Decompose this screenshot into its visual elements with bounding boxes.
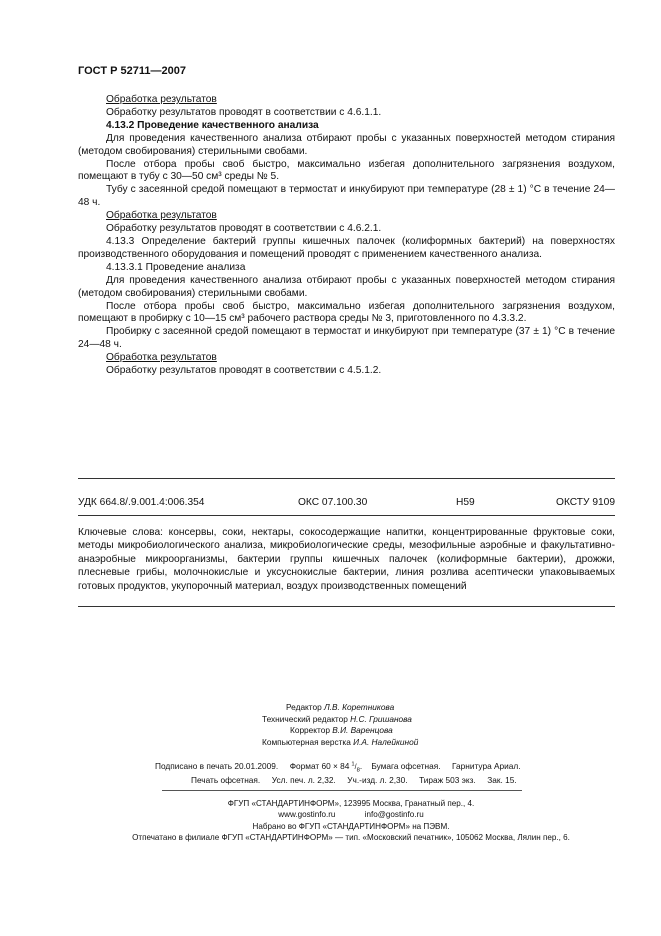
paragraph: После отбора пробы своб быстро, максимально избегая дополнительного загрязнения воздухом, помещают в тубу с 30—50 см³ среды № 5. xyxy=(78,158,615,183)
paragraph: Обработку результатов проводят в соответствии с 4.6.2.1. xyxy=(106,223,382,235)
paragraph: Тубу с засеянной средой помещают в термостат и инкубируют при температуре (28 ± 1) °С в течение 24—48 ч. xyxy=(78,184,615,209)
paragraph: После отбора пробы своб быстро, максимально избегая дополнительного загрязнения воздухом, помещают в пробирку с 10—15 см³ рабочего раствора среды № 3, приготовленного по 4.3.3.2. xyxy=(78,300,615,325)
printed-note: Отпечатано в филиале ФГУП «СТАНДАРТИНФОРМ» — тип. «Московский печатник», 105062 Москва, Лялин пер., 6. xyxy=(132,833,570,843)
keywords: Ключевые слова: консервы, соки, нектары, сокосодержащие напитки, концентрированные фруктовые соки, методы микробиологического анализа, микробиологические среды, мезофильные аэробные и факультативно-анаэробные микроорганизмы, бактерии группы кишечных палочек (колиформные бактерии), дрожжи, плесневые грибы, молочнокислые и уксуснокислые бактерии, линия розлива асептически упаковываемых готовых продуктов, укупорочный материал, воздух производственных помещений xyxy=(78,527,615,592)
publisher-email: info@gostinfo.ru xyxy=(364,810,424,820)
credit-line: Редактор Л.В. Коретникова xyxy=(286,702,395,712)
paragraph: Для проведения качественного анализа отбирают пробы с указанных поверхностей методом стирания (методом свобирования) стерильными свобами. xyxy=(78,274,615,299)
divider-middle xyxy=(78,515,615,516)
credits-block xyxy=(262,702,418,749)
credit-line: Корректор В.И. Варенцова xyxy=(290,725,393,736)
publisher-site: www.gostinfo.ru xyxy=(278,810,336,820)
publisher-address: ФГУП «СТАНДАРТИНФОРМ», 123995 Москва, Гранатный пер., 4. xyxy=(227,799,475,808)
publisher-divider xyxy=(162,790,522,791)
subheading: Обработка результатов xyxy=(106,94,217,105)
publisher-contacts xyxy=(96,809,606,820)
paragraph: Обработку результатов проводят в соответствии с 4.6.1.1. xyxy=(106,106,382,118)
paragraph: Для проведения качественного анализа отбирают пробы с указанных поверхностей методом стирания (методом свобирования) стерильными свобами. xyxy=(78,132,615,157)
typeset-note: Набрано во ФГУП «СТАНДАРТИНФОРМ» на ПЭВМ. xyxy=(252,821,450,831)
group-code: Н59 xyxy=(456,497,475,508)
subheading: Обработка результатов xyxy=(106,210,217,222)
credit-line: Компьютерная верстка И.А. Налейкиной xyxy=(262,737,419,748)
udk-code: УДК 664.8/.9.001.4:006.354 xyxy=(78,497,205,508)
divider-bottom xyxy=(78,606,615,607)
paragraph: Пробирку с засеянной средой помещают в термостат и инкубируют при температуре (37 ± 1) °С в течение 24—48 ч. xyxy=(78,326,615,351)
divider-top xyxy=(78,478,615,479)
print-details-line-2: Печать офсетная. Усл. печ. л. 2,32. Уч.-изд. л. 2,30. Тираж 503 экз. Зак. 15. xyxy=(191,775,517,785)
print-details-line-1: Подписано в печать 20.01.2009. Формат 60 × 84 $^1/_8$. Бумага офсетная. Гарнитура Ариал. xyxy=(155,761,521,774)
okstu-code: ОКСТУ 9109 xyxy=(556,497,615,508)
subheading: Обработка результатов xyxy=(106,352,217,364)
document-header: ГОСТ Р 52711—2007 xyxy=(78,65,186,77)
paragraph: 4.13.3 Определение бактерий группы кишечных палочек (колиформных бактерий) на поверхностях производственного оборудования и помещений проводят с применением качественного анализа. xyxy=(78,235,615,260)
publisher-block xyxy=(96,798,606,844)
oks-code: ОКС 07.100.30 xyxy=(298,497,368,508)
paragraph: Обработку результатов проводят в соответствии с 4.5.1.2. xyxy=(106,365,382,377)
section-heading: 4.13.3.1 Проведение анализа xyxy=(106,261,246,273)
section-heading: 4.13.2 Проведение качественного анализа xyxy=(106,119,319,131)
main-text xyxy=(78,94,615,378)
credit-line: Технический редактор Н.С. Гришанова xyxy=(262,713,412,724)
